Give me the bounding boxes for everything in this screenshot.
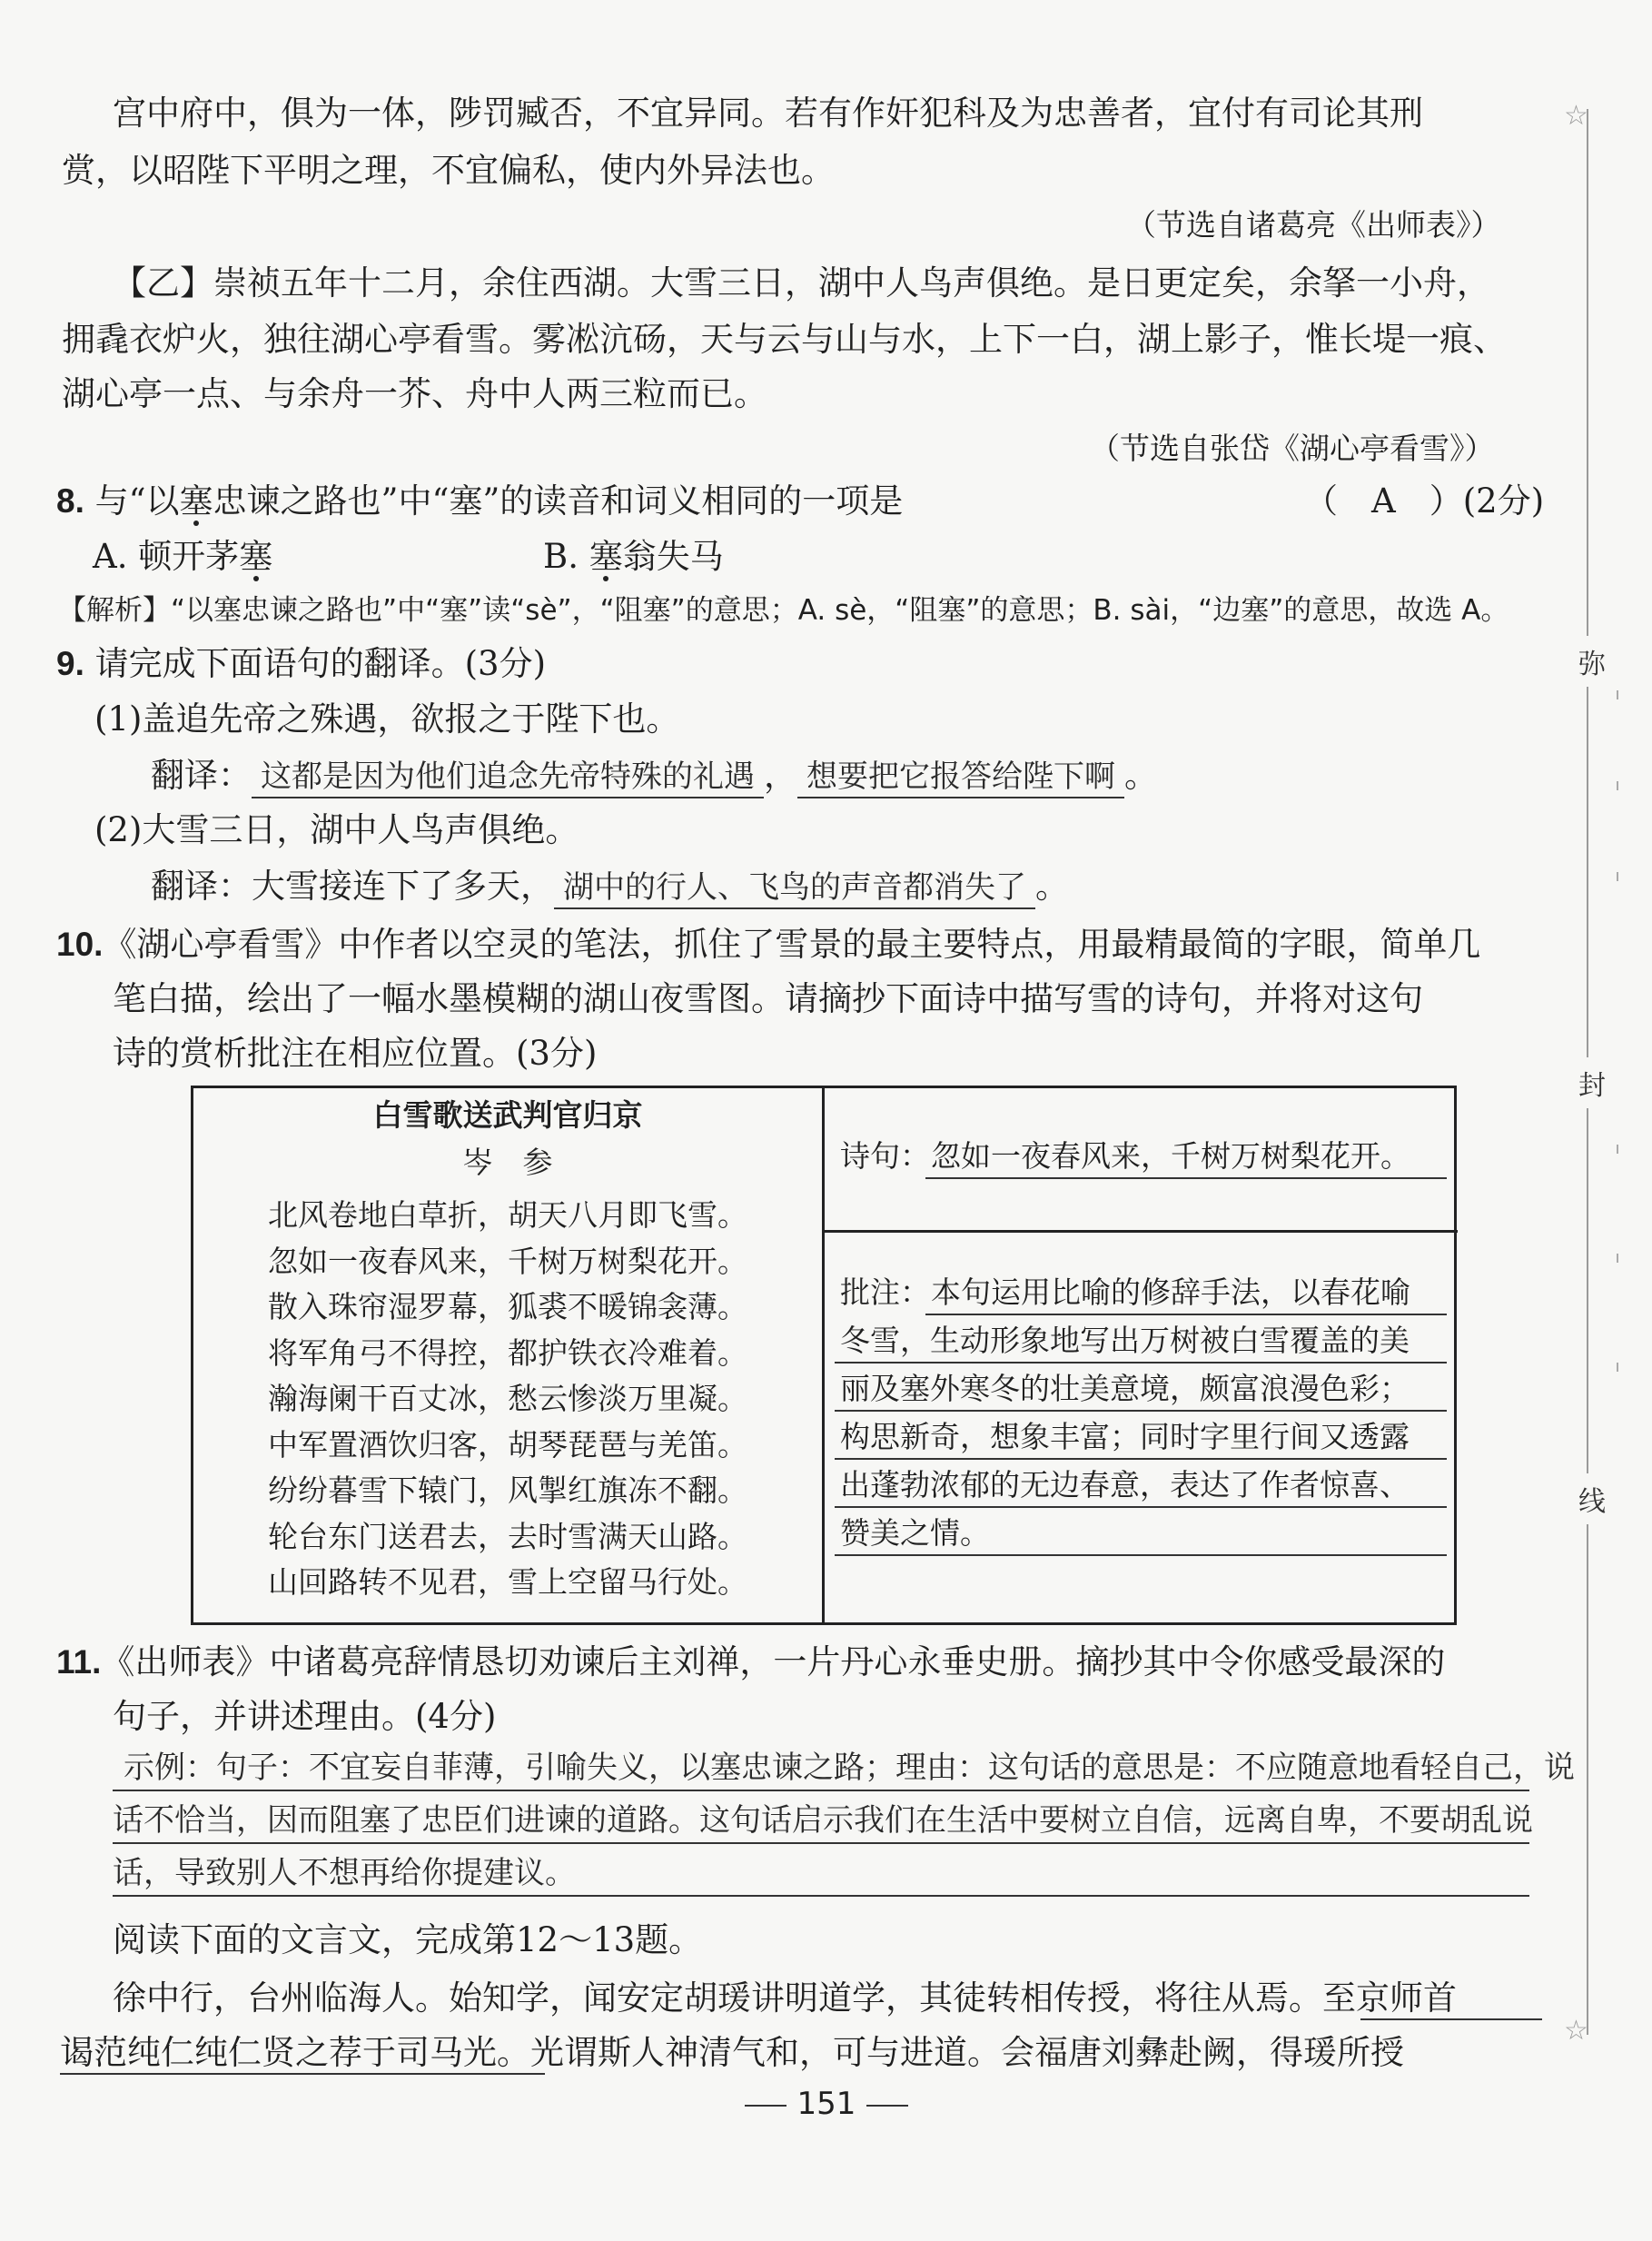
q10-line1	[56, 923, 1480, 967]
q9-t1-comma: ，	[764, 756, 797, 795]
q8-option-b	[543, 535, 724, 579]
q8-option-a-text: A. 顿开茅	[93, 537, 240, 576]
poem-line: 散入珠帘湿罗幕，狐裘不暖锦衾薄。	[268, 1289, 747, 1324]
q9-t1-answer-a: 这都是因为他们追念先帝特殊的礼遇	[252, 757, 764, 798]
note-label: 批注：	[840, 1274, 930, 1310]
q9-t1-end: 。	[1124, 756, 1158, 795]
verse-label: 诗句：	[840, 1138, 930, 1174]
q9-t1-answer-b: 想要把它报答给陛下啊	[797, 757, 1124, 798]
q8-option-a	[93, 535, 272, 579]
note-underline	[835, 1506, 1447, 1508]
note-line: 赞美之情。	[840, 1515, 990, 1551]
poem-title: 白雪歌送武判官归京	[372, 1097, 643, 1133]
note-line: 出蓬勃浓郁的无边春意，表达了作者惊喜、	[840, 1467, 1410, 1502]
q9-translation1	[151, 754, 1158, 798]
q8-option-b-char: 塞	[589, 537, 623, 576]
q8-option-a-char: 塞	[239, 537, 273, 576]
reading-line2: 谒范纯仁纯仁贤之荐于司马光。光谓斯人神清气和，可与进道。会福唐刘彝赴阙，得瑗所授	[60, 2033, 1404, 2072]
q11-answer-underline	[113, 1895, 1529, 1897]
note-line: 构思新奇，想象丰富；同时字里行间又透露	[840, 1419, 1410, 1454]
q11-line2: 句子，并讲述理由。(4分)	[113, 1697, 497, 1736]
q10-line2: 笔白描，绘出了一幅水墨模糊的湖山夜雪图。请摘抄下面诗中描写雪的诗句，并将对这句	[113, 979, 1423, 1018]
q8-option-b-text: B.	[543, 537, 589, 576]
note-underline	[925, 1314, 1447, 1315]
q11-line1	[56, 1641, 1445, 1684]
note-underline	[835, 1410, 1447, 1412]
margin-tick	[1617, 1145, 1618, 1154]
q9-sentence2: (2)大雪三日，湖中人鸟声俱绝。	[94, 810, 579, 849]
q9-t2-answer: 湖中的行人、飞鸟的声音都消失了	[554, 868, 1035, 909]
table-row-divider	[822, 1230, 1458, 1233]
q11-line1-text: 《出师表》中诸葛亮辞情恳切劝谏后主刘禅，一片丹心永垂史册。摘抄其中令你感受最深的	[101, 1642, 1446, 1681]
note-line: 冬雪，生动形象地写出万树被白雪覆盖的美	[840, 1323, 1410, 1358]
note-line: 本句运用比喻的修辞手法，以春花喻	[931, 1274, 1410, 1310]
q11-answer-underline	[113, 1842, 1529, 1844]
q8-option-b-rest: 翁失马	[622, 537, 724, 576]
page-number-text: 151	[796, 2086, 856, 2122]
q8-stem-c: 忠谏之路也”中“塞”的读音和词义相同的一项是	[213, 481, 904, 521]
passage-yi-source: （节选自张岱《湖心亭看雪》）	[1090, 431, 1495, 466]
q9-stem	[56, 642, 546, 686]
passage-yi-line1: 【乙】崇祯五年十二月，余住西湖。大雪三日，湖中人鸟声俱绝。是日更定矣，余拏一小舟，	[113, 263, 1490, 302]
poem-line: 北风卷地白草折，胡天八月即飞雪。	[268, 1197, 747, 1233]
margin-tick	[1617, 1254, 1618, 1263]
margin-tick	[1617, 872, 1618, 881]
poem-line: 中军置酒饮归客，胡琴琵琶与羌笛。	[268, 1426, 747, 1463]
q10-line3: 诗的赏析批注在相应位置。(3分)	[113, 1034, 598, 1073]
table-col-divider	[822, 1088, 825, 1622]
q9-t2-end: 。	[1035, 867, 1069, 906]
poem-author: 岑 参	[462, 1145, 553, 1180]
reading-line2-underline	[60, 2073, 545, 2075]
q9-t2-label: 翻译：大雪接连下了多天，	[151, 867, 554, 906]
note-line: 丽及塞外寒冬的壮美意境，颇富浪漫色彩；	[840, 1371, 1410, 1406]
page-number-dash-left	[745, 2105, 786, 2107]
q8-stem-dotted: 塞	[179, 481, 213, 521]
q11-number: 11.	[56, 1643, 102, 1681]
q8-number: 8.	[56, 482, 84, 520]
reading-intro: 阅读下面的文言文，完成第12～13题。	[113, 1920, 703, 1959]
margin-char-mi: 弥	[1578, 636, 1606, 687]
margin-char-feng: 封	[1578, 1057, 1606, 1108]
reading-line1: 徐中行，台州临海人。始知学，闻安定胡瑗讲明道学，其徒转相传授，将往从焉。至京师首	[113, 1978, 1457, 2018]
poem-line: 纷纷暮雪下辕门，风掣红旗冻不翻。	[268, 1473, 747, 1508]
passage-yi-line3: 湖心亭一点、与余舟一芥、舟中人两三粒而已。	[62, 374, 767, 413]
q9-number: 9.	[56, 645, 84, 682]
margin-tick	[1617, 690, 1618, 699]
note-underline	[835, 1458, 1447, 1460]
q10-line1-text: 《湖心亭看雪》中作者以空灵的笔法，抓住了雪景的最主要特点，用最精最简的字眼，简单几	[103, 925, 1481, 964]
star-icon-bottom: ☆	[1564, 2015, 1588, 2047]
q9-stem-text: 请完成下面语句的翻译。(3分)	[94, 644, 547, 683]
q11-answer-line: 示例：句子：不宜妄自菲薄，引喻失义，以塞忠谏之路；理由：这句话的意思是：不应随意地看轻自己，说	[124, 1750, 1575, 1786]
note-underline	[835, 1362, 1447, 1363]
star-icon-top: ☆	[1564, 100, 1588, 132]
q8-stem-a: 与“以	[94, 481, 180, 521]
poem-line: 瀚海阑干百丈冰，愁云惨淡万里凝。	[268, 1381, 747, 1416]
q11-answer-line: 话，导致别人不想再给你提建议。	[113, 1855, 576, 1891]
poem-table	[191, 1086, 1457, 1625]
page-number	[690, 2082, 963, 2126]
note-underline	[835, 1554, 1447, 1556]
q8-answer: （ A ）(2分)	[1304, 481, 1545, 521]
q9-t1-label: 翻译：	[151, 756, 252, 795]
passage-yi-line2: 拥毳衣炉火，独往湖心亭看雪。雾凇沆砀，天与云与山与水，上下一白，湖上影子，惟长堤一痕、	[62, 320, 1507, 359]
q10-number: 10.	[56, 926, 104, 963]
passage-jia-line1: 宫中府中，俱为一体，陟罚臧否，不宜异同。若有作奸犯科及为忠善者，宜付有司论其刑	[113, 94, 1423, 133]
q9-translation2	[151, 865, 1069, 909]
verse-answer: 忽如一夜春风来，千树万树梨花开。	[931, 1138, 1410, 1174]
passage-jia-source: （节选自诸葛亮《出师表》）	[1126, 207, 1501, 243]
page-number-dash-right	[866, 2105, 908, 2107]
poem-line: 忽如一夜春风来，千树万树梨花开。	[268, 1243, 747, 1279]
q8-stem	[56, 480, 903, 523]
q8-analysis: 【解析】“以塞忠谏之路也”中“塞”读“sè”，“阻塞”的意思；A. sè，“阻塞”的意思；B. sài，“边塞”的意思，故选 A。	[58, 594, 1509, 627]
reading-line1-underline	[1360, 2018, 1542, 2020]
q11-answer-underline	[113, 1790, 1529, 1791]
poem-line: 轮台东门送君去，去时雪满天山路。	[268, 1518, 747, 1554]
poem-line: 将军角弓不得控，都护铁衣冷难着。	[268, 1334, 747, 1371]
poem-line: 山回路转不见君，雪上空留马行处。	[268, 1564, 747, 1600]
margin-char-xian: 线	[1578, 1473, 1606, 1524]
verse-underline	[925, 1177, 1447, 1179]
margin-tick	[1617, 781, 1618, 790]
q9-sentence1: (1)盖追先帝之殊遇，欲报之于陛下也。	[94, 699, 680, 739]
passage-jia-line2: 赏，以昭陛下平明之理，不宜偏私，使内外异法也。	[62, 151, 835, 190]
margin-tick	[1617, 1363, 1618, 1372]
q11-answer-line: 话不恰当，因而阻塞了忠臣们进谏的道路。这句话启示我们在生活中要树立自信，远离自卑，不要胡乱说	[113, 1802, 1533, 1839]
